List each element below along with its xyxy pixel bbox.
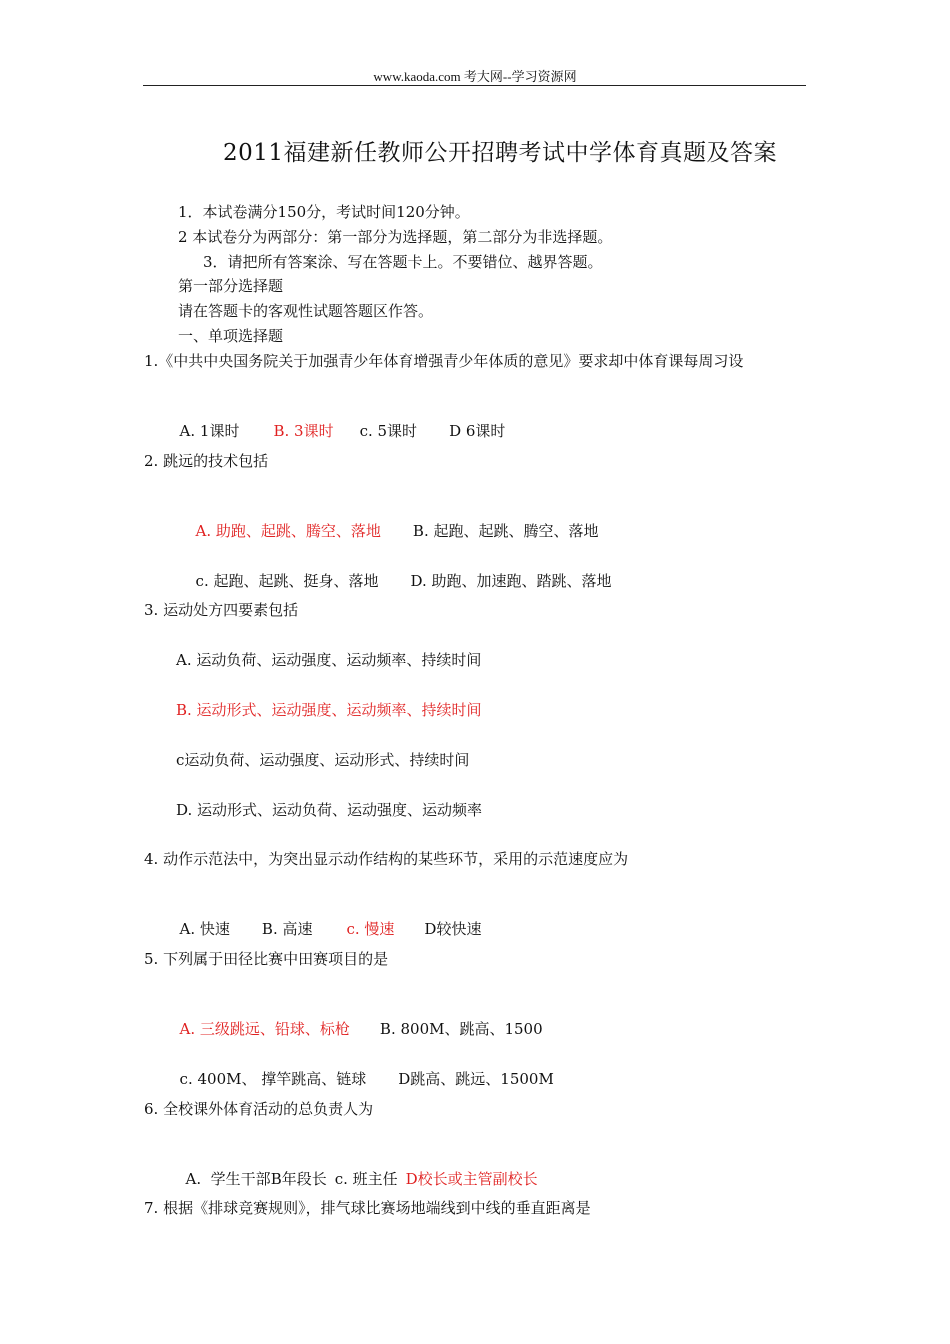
instruction-2: 2 本试卷分为两部分：第一部分为选择题，第二部分为非选择题。 [178,228,613,246]
q5-option-c: c. 400M、 撑竿跳高、链球 [179,1070,367,1088]
q3-option-a: A. 运动负荷、运动强度、运动频率、持续时间 [176,651,482,669]
question-5-stem: 5. 下列属于田径比赛中田赛项目的是 [144,950,389,968]
q2-option-c: c. 起跑、起跳、挺身、落地 [195,572,379,590]
question-3-stem: 3. 运动处方四要素包括 [144,601,299,619]
instruction-3: 3．请把所有答案涂、写在答题卡上。不要错位、越界答题。 [203,253,603,271]
q6-option-b: B年段长 [270,1170,327,1188]
q6-option-a: A. 学生干部 [185,1170,271,1188]
q2-option-a: A. 助跑、起跳、腾空、落地 [195,522,381,540]
question-6-options [176,1149,538,1189]
question-5-options-row1 [170,999,543,1039]
q1-option-d: D 6课时 [449,422,506,440]
q5-option-d: D跳高、跳远、1500M [398,1070,554,1088]
q1-option-a: A. 1课时 [179,422,240,440]
page-title: 2011福建新任教师公开招聘考试中学体育真题及答案 [222,140,778,166]
q2-option-b: B. 起跑、起跳、腾空、落地 [412,522,599,540]
q4-option-b: B. 高速 [261,920,313,938]
question-4-options [170,899,481,939]
q1-option-b: B. 3课时 [273,422,334,440]
q2-option-d: D. 助跑、加速跑、踏跳、落地 [410,572,612,590]
question-1-options [170,401,505,441]
q6-option-c: c. 班主任 [334,1170,398,1188]
q3-option-b: B. 运动形式、运动强度、运动频率、持续时间 [176,701,482,719]
header-rule [143,85,806,86]
question-5-options-row2 [170,1049,554,1089]
q1-option-c: c. 5课时 [359,422,418,440]
question-6-stem: 6. 全校课外体育活动的总负责人为 [144,1100,374,1118]
question-2-stem: 2. 跳远的技术包括 [144,452,269,470]
q3-option-c: c运动负荷、运动强度、运动形式、持续时间 [176,751,470,769]
question-2-options-row1 [186,501,598,541]
question-2-options-row2 [186,551,612,591]
question-1-stem: 1.《中共中央国务院关于加强青少年体育增强青少年体质的意见》要求却中体育课每周习设 [144,352,744,370]
question-7-stem: 7. 根据《排球竞赛规则》，排气球比赛场地端线到中线的垂直距离是 [144,1199,591,1217]
section-note: 请在答题卡的客观性试题答题区作答。 [178,302,434,320]
q3-option-d: D. 运动形式、运动负荷、运动强度、运动频率 [176,801,483,819]
q4-option-d: D较快速 [424,920,482,938]
section-title: 第一部分选择题 [178,277,284,295]
subsection-title: 一、单项选择题 [178,327,284,345]
page-header: www.kaoda.com 考大网--学习资源网 [373,69,577,84]
q6-option-d: D校长或主管副校长 [405,1170,538,1188]
question-4-stem: 4. 动作示范法中，为突出显示动作结构的某些环节，采用的示范速度应为 [144,850,629,868]
instruction-1: 1．本试卷满分150分，考试时间120分钟。 [178,203,470,221]
q4-option-c: c. 慢速 [346,920,395,938]
q5-option-b: B. 800M、跳高、1500 [379,1020,543,1038]
q4-option-a: A. 快速 [179,920,230,938]
q5-option-a: A. 三级跳远、铅球、标枪 [179,1020,350,1038]
